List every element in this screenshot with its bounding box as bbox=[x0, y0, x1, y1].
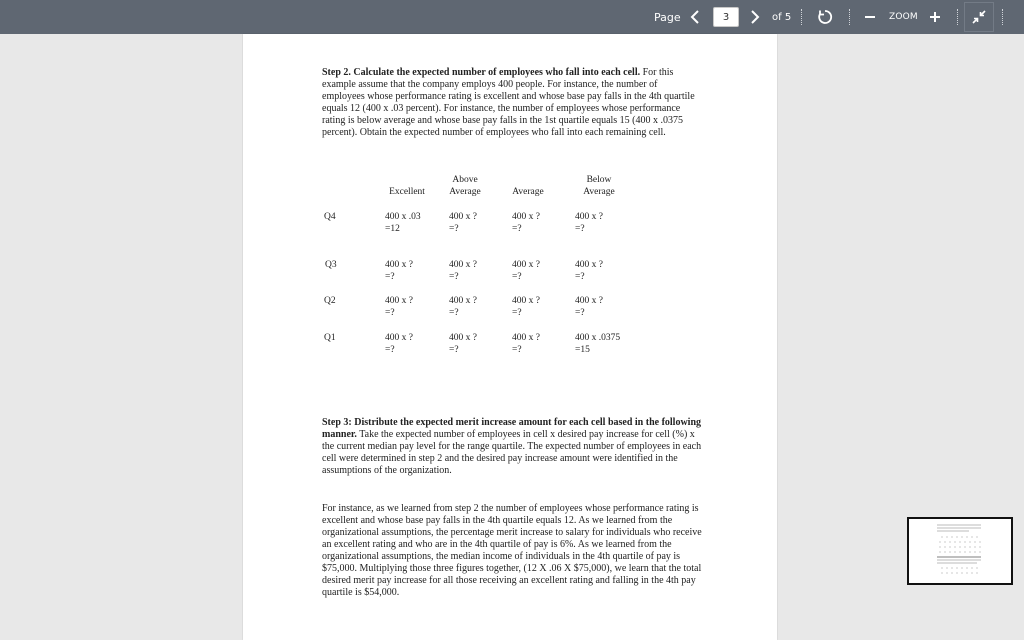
chevron-left-icon bbox=[690, 10, 700, 24]
table-cell: 400 x .0375 =15 bbox=[575, 333, 621, 355]
table-cell: 400 x ? =? bbox=[449, 260, 477, 282]
table-column-header: Above Average bbox=[449, 175, 481, 197]
rotate-button[interactable] bbox=[816, 0, 834, 34]
rotate-icon bbox=[817, 9, 833, 25]
table-cell: 400 x .03 =12 bbox=[385, 212, 421, 234]
toolbar-divider bbox=[1002, 9, 1003, 25]
step3-paragraph bbox=[322, 417, 702, 477]
table-cell: 400 x ? =? bbox=[575, 212, 603, 234]
step3-title: Step 3: Distribute the expected merit increase amount for each cell based in the following manner. bbox=[322, 417, 702, 440]
table-cell: 400 x ? =? bbox=[512, 296, 540, 318]
zoom-label: ZOOM bbox=[889, 12, 918, 22]
prev-page-button[interactable] bbox=[688, 0, 702, 34]
table-row-label: Q2 bbox=[324, 296, 336, 306]
table-row-label: Q4 bbox=[324, 212, 336, 222]
table-cell: 400 x ? =? bbox=[512, 333, 540, 355]
table-cell: 400 x ? =? bbox=[385, 260, 413, 282]
page-number-input[interactable] bbox=[713, 7, 739, 27]
table-cell: 400 x ? =? bbox=[385, 296, 413, 318]
table-column-header: Average bbox=[512, 187, 544, 197]
table-cell: 400 x ? =? bbox=[575, 296, 603, 318]
document-page bbox=[243, 34, 777, 640]
page-label: Page bbox=[654, 10, 681, 24]
step2-paragraph bbox=[322, 67, 702, 139]
thumbnail-preview bbox=[909, 519, 1011, 583]
plus-icon bbox=[929, 11, 941, 23]
minus-icon bbox=[864, 11, 876, 23]
pdf-toolbar bbox=[0, 0, 1024, 34]
chevron-right-icon bbox=[750, 10, 760, 24]
zoom-in-button[interactable] bbox=[927, 0, 943, 34]
next-page-button[interactable] bbox=[748, 0, 762, 34]
step2-body: For this example assume that the company employs 400 people. For instance, the number of employees whose performance rating is excellent and whose base pay falls in the 4th quartile equals 12 (400 x .03 percent). For instance, the number of employees whose performance rating is below average and whose base pay falls in the 1st quartile equals 15 (400 x .0375 percent). Obtain the expected number of employees who fall into each remaining cell. bbox=[322, 67, 695, 138]
table-cell: 400 x ? =? bbox=[449, 296, 477, 318]
fit-page-button[interactable] bbox=[964, 2, 994, 32]
page-count-label: of 5 bbox=[772, 11, 792, 23]
table-cell: 400 x ? =? bbox=[449, 212, 477, 234]
table-cell: 400 x ? =? bbox=[512, 260, 540, 282]
compress-icon bbox=[972, 10, 986, 24]
table-cell: 400 x ? =? bbox=[512, 212, 540, 234]
step3-body: Take the expected number of employees in cell x desired pay increase for cell (%) x the current median pay level for the range quartile. The expected number of employees in each cell were determined in step 2 and the desired pay increase amount were identified in the assumptions of the organization. bbox=[322, 429, 702, 476]
table-cell: 400 x ? =? bbox=[575, 260, 603, 282]
table-row-label: Q3 bbox=[325, 260, 337, 270]
step3-example-paragraph: For instance, as we learned from step 2 the number of employees whose performance rating is excellent and whose base pay falls in the 4th quartile equals 12. As we learned from the organizational assumptions, the percentage merit increase to salary for individuals who receive an excellent rating and who are in the 4th quartile of pay is 6%. As we learned from the organizational assumptions, the median income of individuals in the 4th quartile of pay is $75,000. Multiplying those three figures together, (12 X .06 X $75,000), we learn that the total desired merit pay increase for all those receiving an excellent rating and falling in the 4th pay quartile is $54,000. bbox=[322, 503, 702, 598]
table-column-header: Below Average bbox=[583, 175, 615, 197]
table-row-label: Q1 bbox=[324, 333, 336, 343]
table-column-header: Excellent bbox=[389, 187, 425, 197]
zoom-out-button[interactable] bbox=[862, 0, 878, 34]
table-cell: 400 x ? =? bbox=[385, 333, 413, 355]
page-thumbnail[interactable] bbox=[907, 517, 1013, 585]
toolbar-divider bbox=[957, 9, 958, 25]
toolbar-divider bbox=[801, 9, 802, 25]
table-cell: 400 x ? =? bbox=[449, 333, 477, 355]
step2-title: Step 2. Calculate the expected number of employees who fall into each cell. bbox=[322, 67, 641, 78]
toolbar-divider bbox=[849, 9, 850, 25]
